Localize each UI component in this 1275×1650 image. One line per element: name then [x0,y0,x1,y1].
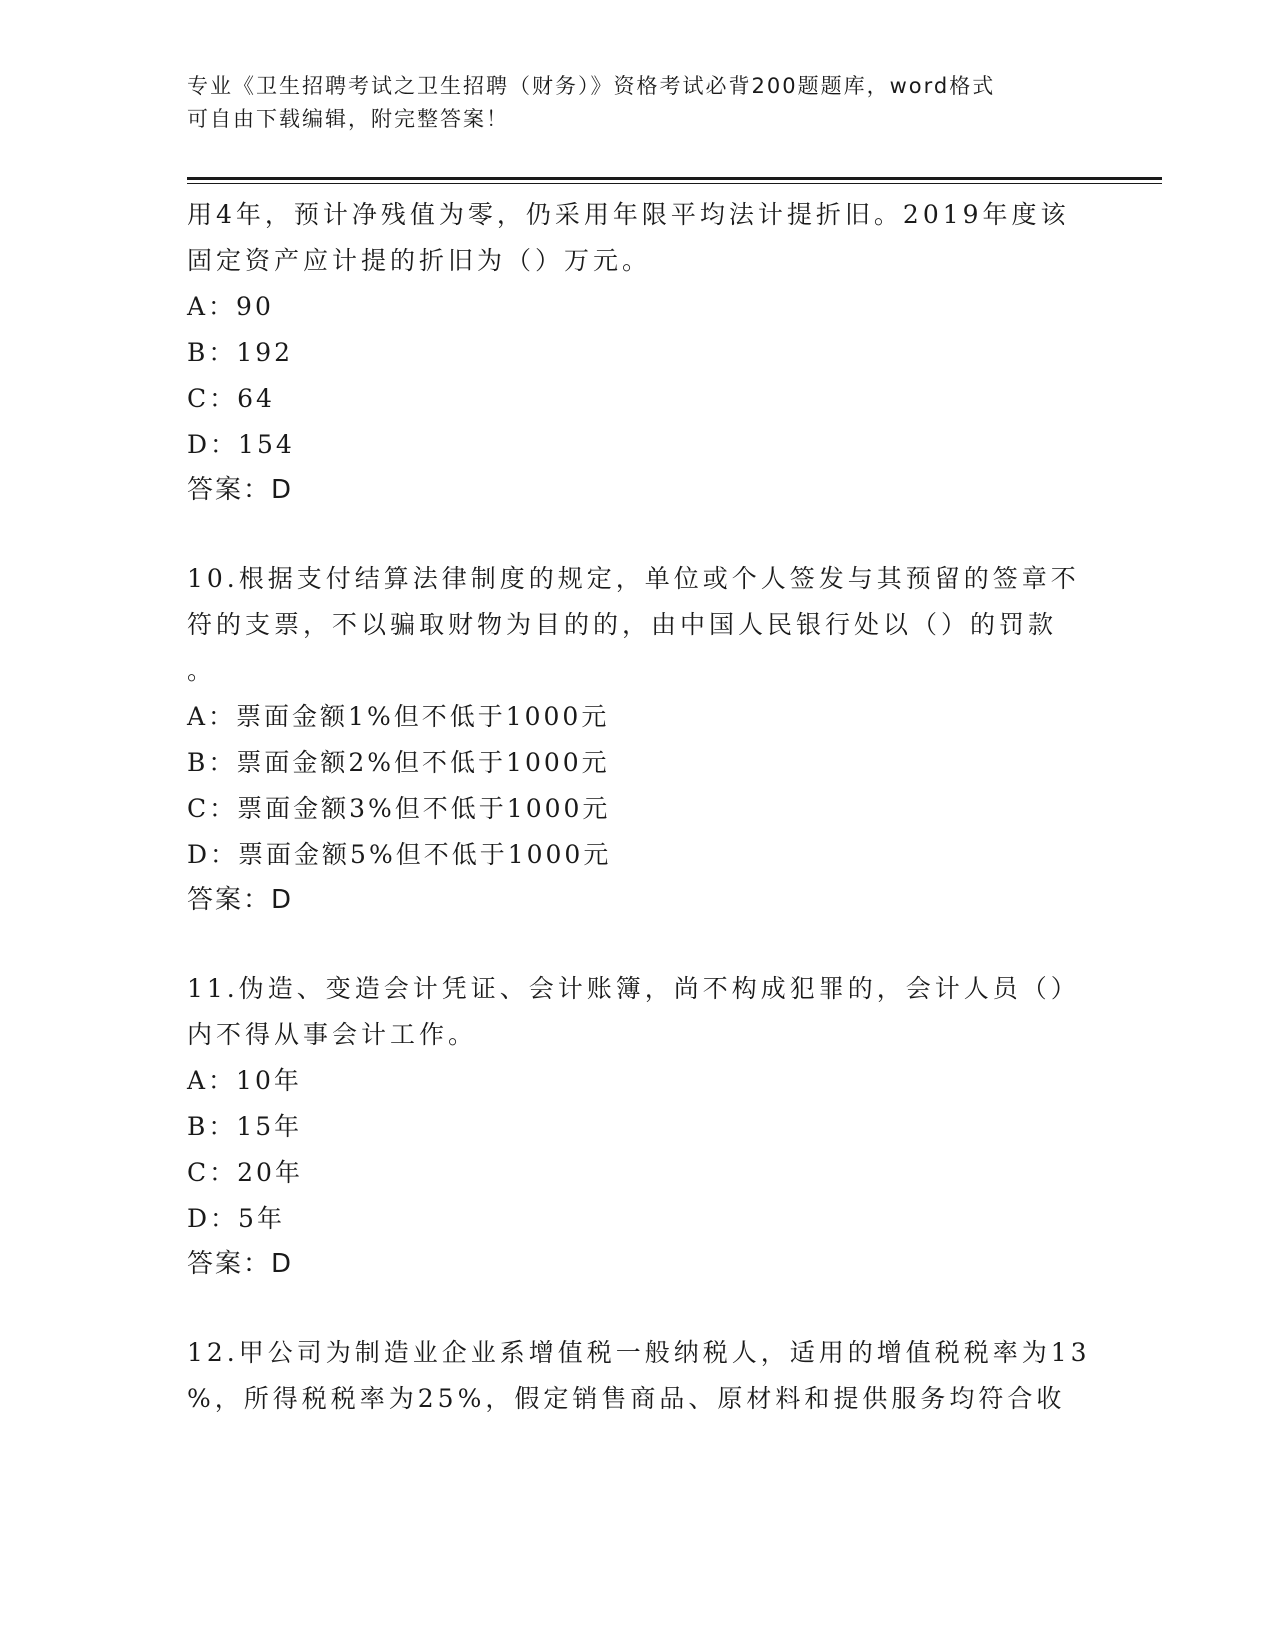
answer-line: 答案：D [187,1249,294,1279]
question-12 [187,1330,1107,1422]
option-b: B：192 [187,338,294,367]
question-continued [187,192,1107,512]
question-11 [187,966,1107,1286]
question-text-line: 12.甲公司为制造业企业系增值税一般纳税人，适用的增值税税率为13 [187,1338,1091,1367]
question-text-line: %，所得税税率为25%，假定销售商品、原材料和提供服务均符合收 [187,1384,1066,1413]
question-text-line: 符的支票，不以骗取财物为目的的，由中国人民银行处以（）的罚款 [187,610,1058,639]
question-text-line: 10.根据支付结算法律制度的规定，单位或个人签发与其预留的签章不 [187,564,1080,593]
option-a: A：票面金额1%但不低于1000元 [187,702,610,731]
header-title-line-1: 专业《卫生招聘考试之卫生招聘（财务）》资格考试必背200题题库，word格式 [187,74,996,98]
question-text-line: 内不得从事会计工作。 [187,1020,478,1049]
option-a: A：10年 [187,1066,302,1095]
question-text-line: 固定资产应计提的折旧为（）万元。 [187,246,652,275]
document-header [187,70,1087,136]
document-body [187,192,1107,1422]
question-text-line: 11.伪造、变造会计凭证、会计账簿，尚不构成犯罪的，会计人员（） [187,974,1080,1003]
option-b: B：15年 [187,1112,303,1141]
option-b: B：票面金额2%但不低于1000元 [187,748,610,777]
header-rule-thick [187,177,1162,180]
header-rule-thin [187,183,1162,184]
question-10 [187,556,1107,922]
question-text-line: 用4年，预计净残值为零，仍采用年限平均法计提折旧。2019年度该 [187,200,1070,229]
answer-line: 答案：D [187,475,294,505]
question-text-line: 。 [187,656,217,685]
option-a: A：90 [187,292,274,321]
option-d: D：154 [187,430,295,459]
option-c: C：票面金额3%但不低于1000元 [187,794,611,823]
option-c: C：20年 [187,1158,303,1187]
option-c: C：64 [187,384,275,413]
header-title-line-2: 可自由下载编辑，附完整答案！ [187,107,509,131]
option-d: D：票面金额5%但不低于1000元 [187,840,612,869]
answer-line: 答案：D [187,885,294,915]
option-d: D：5年 [187,1204,285,1233]
